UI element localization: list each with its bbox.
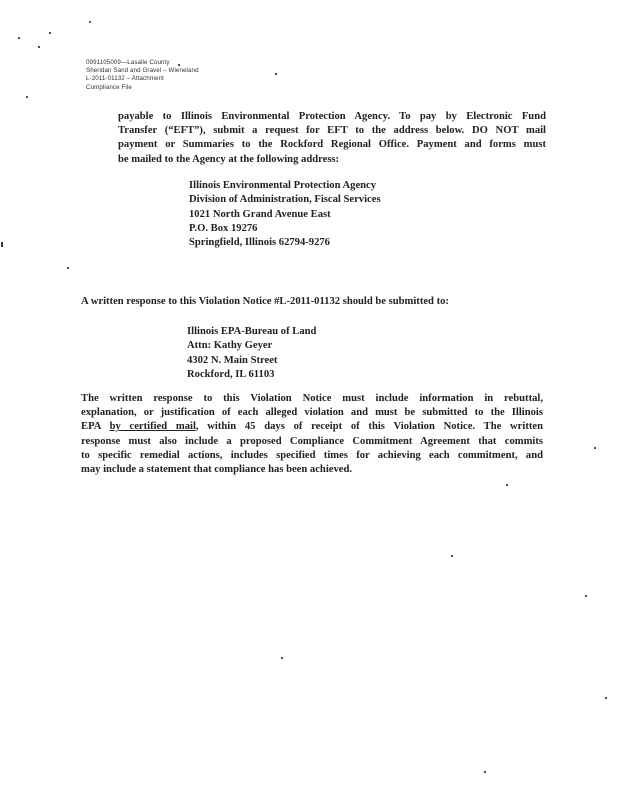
scan-speck	[506, 484, 508, 486]
scan-speck	[38, 46, 40, 48]
paragraph-line: explanation, or justification of each alleged violation and must be submitted to the Illinois	[81, 407, 543, 419]
response-requirements-paragraph	[81, 392, 543, 477]
address-line: Rockford, IL 61103	[187, 368, 275, 380]
paragraph-text: , within 45 days of receipt of this Violation Notice. The written	[195, 421, 543, 433]
payment-instructions-paragraph	[118, 110, 546, 167]
scan-speck	[67, 267, 69, 269]
header-line: Compliance File	[86, 83, 132, 91]
agency-address	[189, 179, 381, 250]
paragraph-line: Transfer (“EFT”), submit a request for EFT to the address below. DO NOT mail	[118, 125, 546, 137]
address-line: 1021 North Grand Avenue East	[189, 208, 331, 220]
address-line: 4302 N. Main Street	[187, 354, 278, 366]
scan-speck	[26, 96, 28, 98]
scan-speck	[275, 73, 277, 75]
scan-speck	[18, 37, 20, 39]
address-line: Division of Administration, Fiscal Services	[189, 194, 381, 206]
scan-speck	[594, 447, 596, 449]
scan-speck	[605, 697, 607, 699]
scan-speck	[89, 21, 91, 23]
header-line: 0991105009—Lasalle County	[86, 59, 170, 66]
header-line: L-2011-01132 – Attachment	[86, 75, 164, 83]
address-line: P.O. Box 19276	[189, 222, 258, 234]
address-line: Illinois Environmental Protection Agency	[189, 180, 377, 191]
paragraph-line: be mailed to the Agency at the following address:	[118, 153, 340, 165]
scan-speck	[281, 657, 283, 659]
paragraph-line: payment or Summaries to the Rockford Regional Office. Payment and forms must	[118, 139, 546, 151]
document-header	[86, 59, 199, 92]
scan-speck	[484, 771, 486, 773]
header-line: Sheridan Sand and Gravel – Wieneland	[86, 67, 199, 75]
paragraph-text: EPA	[81, 421, 110, 433]
paragraph-line	[81, 420, 543, 434]
address-line: Illinois EPA-Bureau of Land	[187, 326, 317, 337]
address-line: Springfield, Illinois 62794-9276	[189, 237, 330, 249]
response-notice: A written response to this Violation Notice #L-2011-01132 should be submitted to:	[81, 296, 449, 307]
paragraph-line: payable to Illinois Environmental Protection Agency. To pay by Electronic Fund	[118, 111, 546, 122]
scan-speck	[49, 32, 51, 34]
scan-speck	[585, 595, 587, 597]
scan-speck	[451, 555, 453, 557]
bureau-address	[187, 325, 316, 382]
paragraph-line: response must also include a proposed Compliance Commitment Agreement that commits	[81, 435, 543, 447]
paragraph-line: to specific remedial actions, includes specified times for achieving each commitment, and	[81, 449, 543, 461]
scan-speck	[1, 242, 3, 247]
certified-mail-emphasis: by certified mail	[109, 421, 196, 433]
address-line: Attn: Kathy Geyer	[187, 340, 273, 352]
paragraph-line: The written response to this Violation Notice must include information in rebuttal,	[81, 393, 543, 404]
paragraph-line: may include a statement that compliance has been achieved.	[81, 464, 353, 476]
